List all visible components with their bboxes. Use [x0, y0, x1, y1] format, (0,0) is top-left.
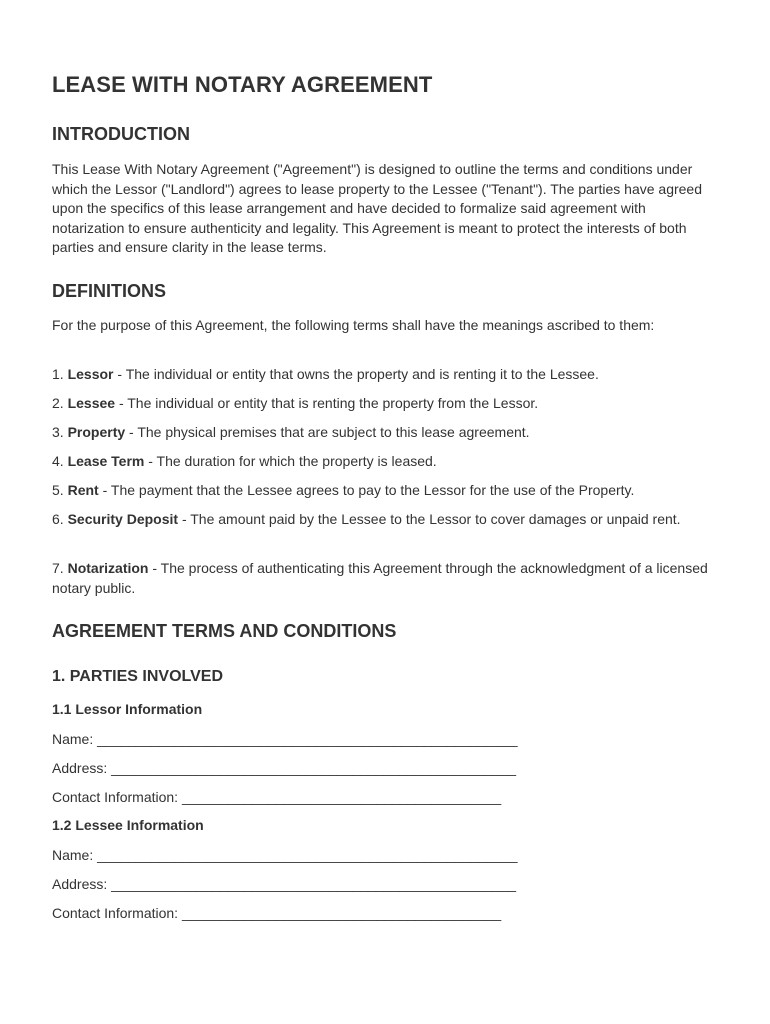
- lessor-info-heading: 1.1 Lessor Information: [52, 701, 203, 717]
- lessor-address-field[interactable]: Address: ____________________________________________________: [52, 760, 517, 776]
- definition-term: Lessor: [67, 366, 114, 382]
- introduction-text: This Lease With Notary Agreement ("Agreement") is designed to outline the terms and conditions under which the Lessor ("Landlord") agrees to lease property to the Lessee ("Tenant"). The parties have agreed upon the specifics of this lease arrangement and have decided to formalize said agreement with notarization to ensure authenticity and legality. This Agreement is meant to protect the interests of both parties and ensure clarity in the lease terms.: [52, 161, 702, 255]
- document-title: LEASE WITH NOTARY AGREEMENT: [52, 72, 433, 97]
- definition-item: 5. Rent - The payment that the Lessee agrees to pay to the Lessor for the use of the Property.: [52, 482, 635, 498]
- definitions-heading: DEFINITIONS: [52, 281, 167, 301]
- terms-heading: AGREEMENT TERMS AND CONDITIONS: [52, 621, 397, 641]
- definition-term: Lease Term: [67, 453, 145, 469]
- definition-term: Lessee: [67, 395, 116, 411]
- definitions-intro: For the purpose of this Agreement, the following terms shall have the meanings ascribed to them:: [52, 317, 655, 333]
- definition-item: 3. Property - The physical premises that are subject to this lease agreement.: [52, 424, 530, 440]
- lessee-name-field[interactable]: Name: ______________________________________________________: [52, 847, 518, 863]
- introduction-heading: INTRODUCTION: [52, 124, 190, 144]
- definition-term: Rent: [67, 482, 99, 498]
- definition-term: Security Deposit: [67, 511, 179, 527]
- lessor-name-field[interactable]: Name: ______________________________________________________: [52, 731, 518, 747]
- parties-heading: 1. PARTIES INVOLVED: [52, 668, 223, 685]
- definition-item: 2. Lessee - The individual or entity that is renting the property from the Lessor.: [52, 395, 539, 411]
- definition-term: Property: [67, 424, 126, 440]
- lessee-contact-field[interactable]: Contact Information: _________________________________________: [52, 905, 502, 921]
- lessee-address-field[interactable]: Address: ____________________________________________________: [52, 876, 517, 892]
- definition-term: Notarization: [67, 560, 149, 576]
- definition-item: 6. Security Deposit - The amount paid by the Lessee to the Lessor to cover damages or unpaid rent.: [52, 511, 681, 527]
- definition-item: 7. Notarization - The process of authenticating this Agreement through the acknowledgment of a licensed notary public.: [52, 560, 708, 596]
- definition-item: 4. Lease Term - The duration for which the property is leased.: [52, 453, 437, 469]
- lessee-info-heading: 1.2 Lessee Information: [52, 817, 204, 833]
- definition-item: 1. Lessor - The individual or entity that owns the property and is renting it to the Lessee.: [52, 366, 599, 382]
- lessor-contact-field[interactable]: Contact Information: _________________________________________: [52, 789, 502, 805]
